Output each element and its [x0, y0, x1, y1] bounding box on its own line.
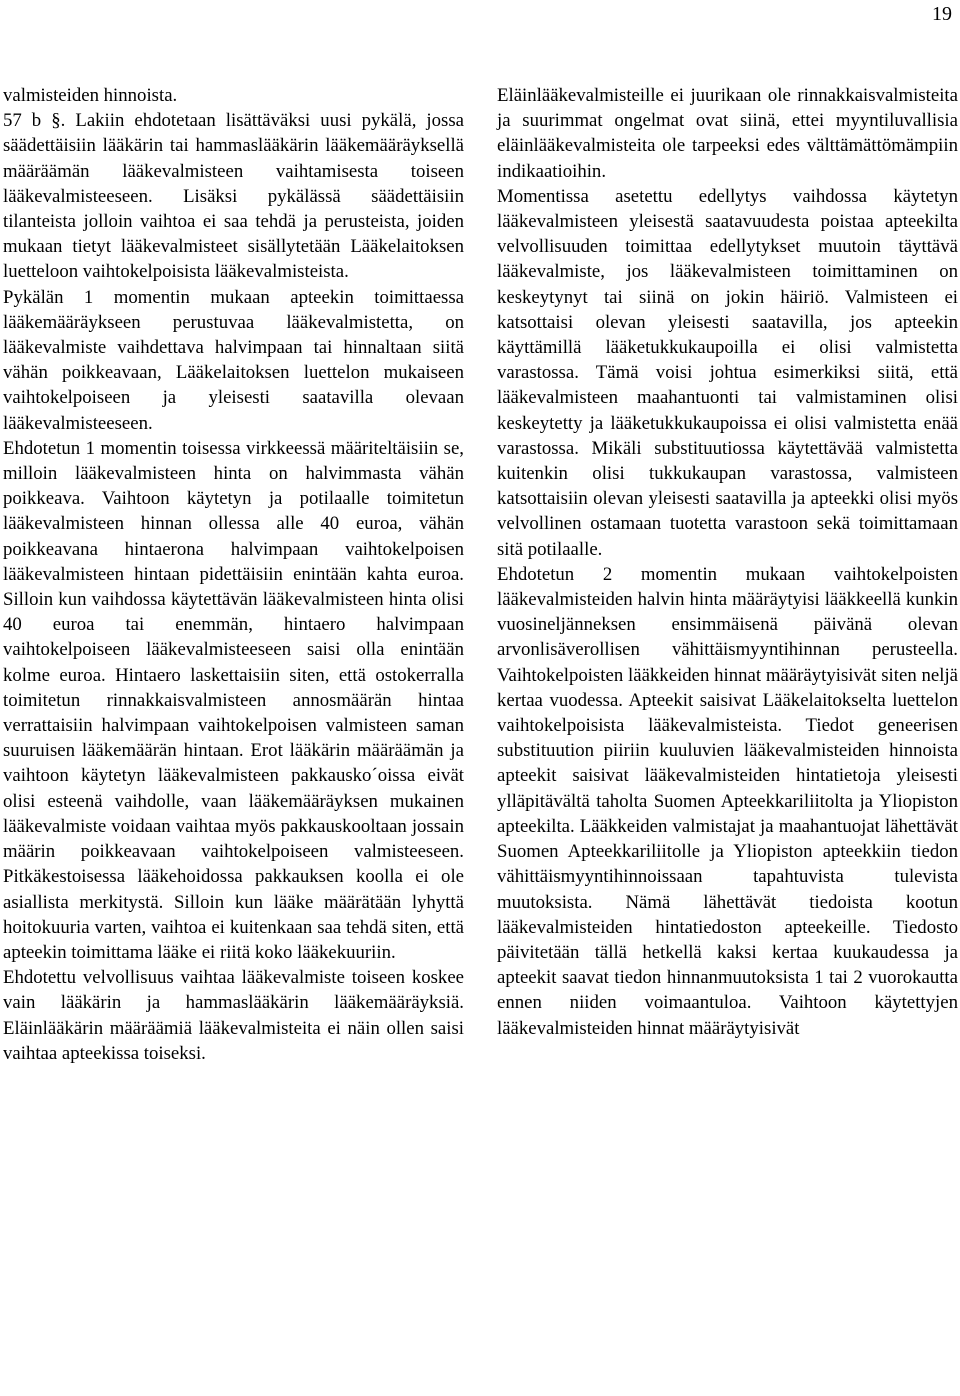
- paragraph: Ehdotetun 1 momentin toisessa virkkeessä määriteltäisiin se, milloin lääkevalmisteen hinta on halvimmasta vähän poikkeava. Vaihtoon käytetyn ja potilaalle toimitetun lääkevalmisteen hinnan ollessa alle 40 euroa, vähän poikkeavana hintaerona halvimpaan vaihtokelpoisen lääkevalmisteen hintaan pidettäisiin enintään kahta euroa. Silloin kun vaihdossa käytettävän lääkevalmisteen hinta olisi 40 euroa tai enemmän, hintaero halvimpaan vaihtokelpoiseen lääkevalmisteeseen saisi olla enintään kolme euroa. Hintaero laskettaisiin siten, että ostokerralla toimitetun rinnakkaisvalmisteen annosmäärän hintaa verrattaisiin halvimpaan vaihtokelpoisen valmisteen saman suuruisen lääkemäärän hintaan. Erot lääkärin määräämän ja vaihtoon käytetyn lääkevalmisteen pakkausko´oissa eivät olisi esteenä vaihdolle, vaan lääkemääräyksen mukainen lääkevalmiste voidaan vaihtaa myös pakkauskooltaan jossain määrin poikkeavaan vaihtokelpoiseen valmisteeseen. Pitkäkestoisessa lääkehoidossa pakkauksen koolla ei ole asiallista merkitystä. Silloin kun lääke määrätään lyhyttä hoitokuuria varten, vaihtoa ei kuitenkaan saa tehdä siten, että apteekin toimittama lääke ei riitä koko lääkekuuriin.: [3, 437, 464, 963]
- paragraph: valmisteiden hinnoista.: [3, 85, 178, 106]
- paragraph: Ehdotetun 2 momentin mukaan vaihtokelpoisten lääkevalmisteiden halvin hinta määräytyisi lääkkeellä kunkin vuosineljänneksen ensimmäisenä päivänä olevan arvonlisäverollisen vähittäismyyntihinnan perusteella. Vaihtokelpoisten lääkkeiden hinnat määräytyisivät siten neljä kertaa vuodessa. Apteekit saisivat Lääkelaitokselta luettelon vaihtokelpoisista lääkevalmisteista. Tiedot geneerisen substituution piiriin kuuluvien lääkevalmisteiden hinnoista apteekit saisivat lääkevalmisteiden hintatietoja yleisesti ylläpitävältä taholta Suomen Apteekkariliitolta ja Yliopiston apteekilta. Lääkkeiden valmistajat ja maahantuojat lähettävät Suomen Apteekkariliitolle ja Yliopiston apteekkiin tiedon vähittäismyyntihinnoissaan tapahtuvista tulevista muutoksista. Nämä lähettävät tiedoista kootun lääkevalmisteiden hintatiedoston apteekeille. Tiedosto päivitetään tällä hetkellä kaksi kertaa kuukaudessa ja apteekit saavat tiedon hinnanmuutoksista 1 tai 2 vuorokautta ennen niiden voimaantuloa. Vaihtoon käytettyjen lääkevalmisteiden hinnat määräytyisivät: [497, 563, 958, 1039]
- paragraph: Pykälän 1 momentin mukaan apteekin toimittaessa lääkemääräykseen perustuvaa lääkevalmistetta, on lääkevalmiste vaihdettava halvimpaan tai hinnaltaan siitä vähän poikkeavaan, Lääkelaitoksen luettelon mukaiseen vaihtokelpoiseen ja yleisesti saatavilla olevaan lääkevalmisteeseen.: [3, 286, 464, 434]
- page-number: 19: [932, 3, 952, 25]
- paragraph: 57 b §. Lakiin ehdotetaan lisättäväksi uusi pykälä, jossa säädettäisiin lääkärin tai hammaslääkärin lääkemääräyksellä määräämän lääkevalmisteen vaihtamisesta toiseen lääkevalmisteeseen. Lisäksi pykälässä säädettäisiin tilanteista jolloin vaihtoa ei saa tehdä ja perusteista, joiden mukaan tietyt lääkevalmisteet sisällytetään Lääkelaitoksen luetteloon vaihtokelpoisista lääkevalmisteista.: [3, 110, 464, 283]
- paragraph: Momentissa asetettu edellytys vaihdossa käytetyn lääkevalmisteen yleisestä saatavuudesta poistaa apteekilta velvollisuuden toimittaa edellytykset muutoin täyttävä lääkevalmiste, jos lääkevalmisteen toimittaminen on keskeytynyt tai siinä on jokin häiriö. Valmisteen ei katsottaisi olevan yleisesti saatavilla, jos apteekin käyttämillä lääketukkukaupoilla ei olisi valmistetta varastossa. Tämä voisi johtua esimerkiksi siitä, että lääkevalmisteen maahantuonti tai valmistaminen olisi keskeytetty ja lääketukkukaupoissa ei olisi valmistetta enää varastossa. Mikäli substituutiossa käytettävää valmistetta kuitenkin olisi tukkukaupan varastossa, valmisteen katsottaisiin olevan yleisesti saatavilla ja apteekki olisi myös velvollinen ostamaan tuotetta varastoon sekä toimittamaan sitä potilaalle.: [497, 185, 958, 560]
- paragraph: Ehdotettu velvollisuus vaihtaa lääkevalmiste toiseen koskee vain lääkärin ja hammaslääkärin lääkemääräyksiä. Eläinlääkärin määräämiä lääkevalmisteita ei näin ollen saisi vaihtaa apteekissa toiseksi.: [3, 967, 464, 1064]
- right-text-column: [497, 83, 958, 1041]
- left-text-column: [3, 83, 464, 1066]
- paragraph: Eläinlääkevalmisteille ei juurikaan ole rinnakkaisvalmisteita ja suurimmat ongelmat ovat siinä, ettei myyntiluvallisia eläinlääkevalmisteita ole tarpeeksi edes välttämättömämpiin indikaatioihin.: [497, 85, 958, 182]
